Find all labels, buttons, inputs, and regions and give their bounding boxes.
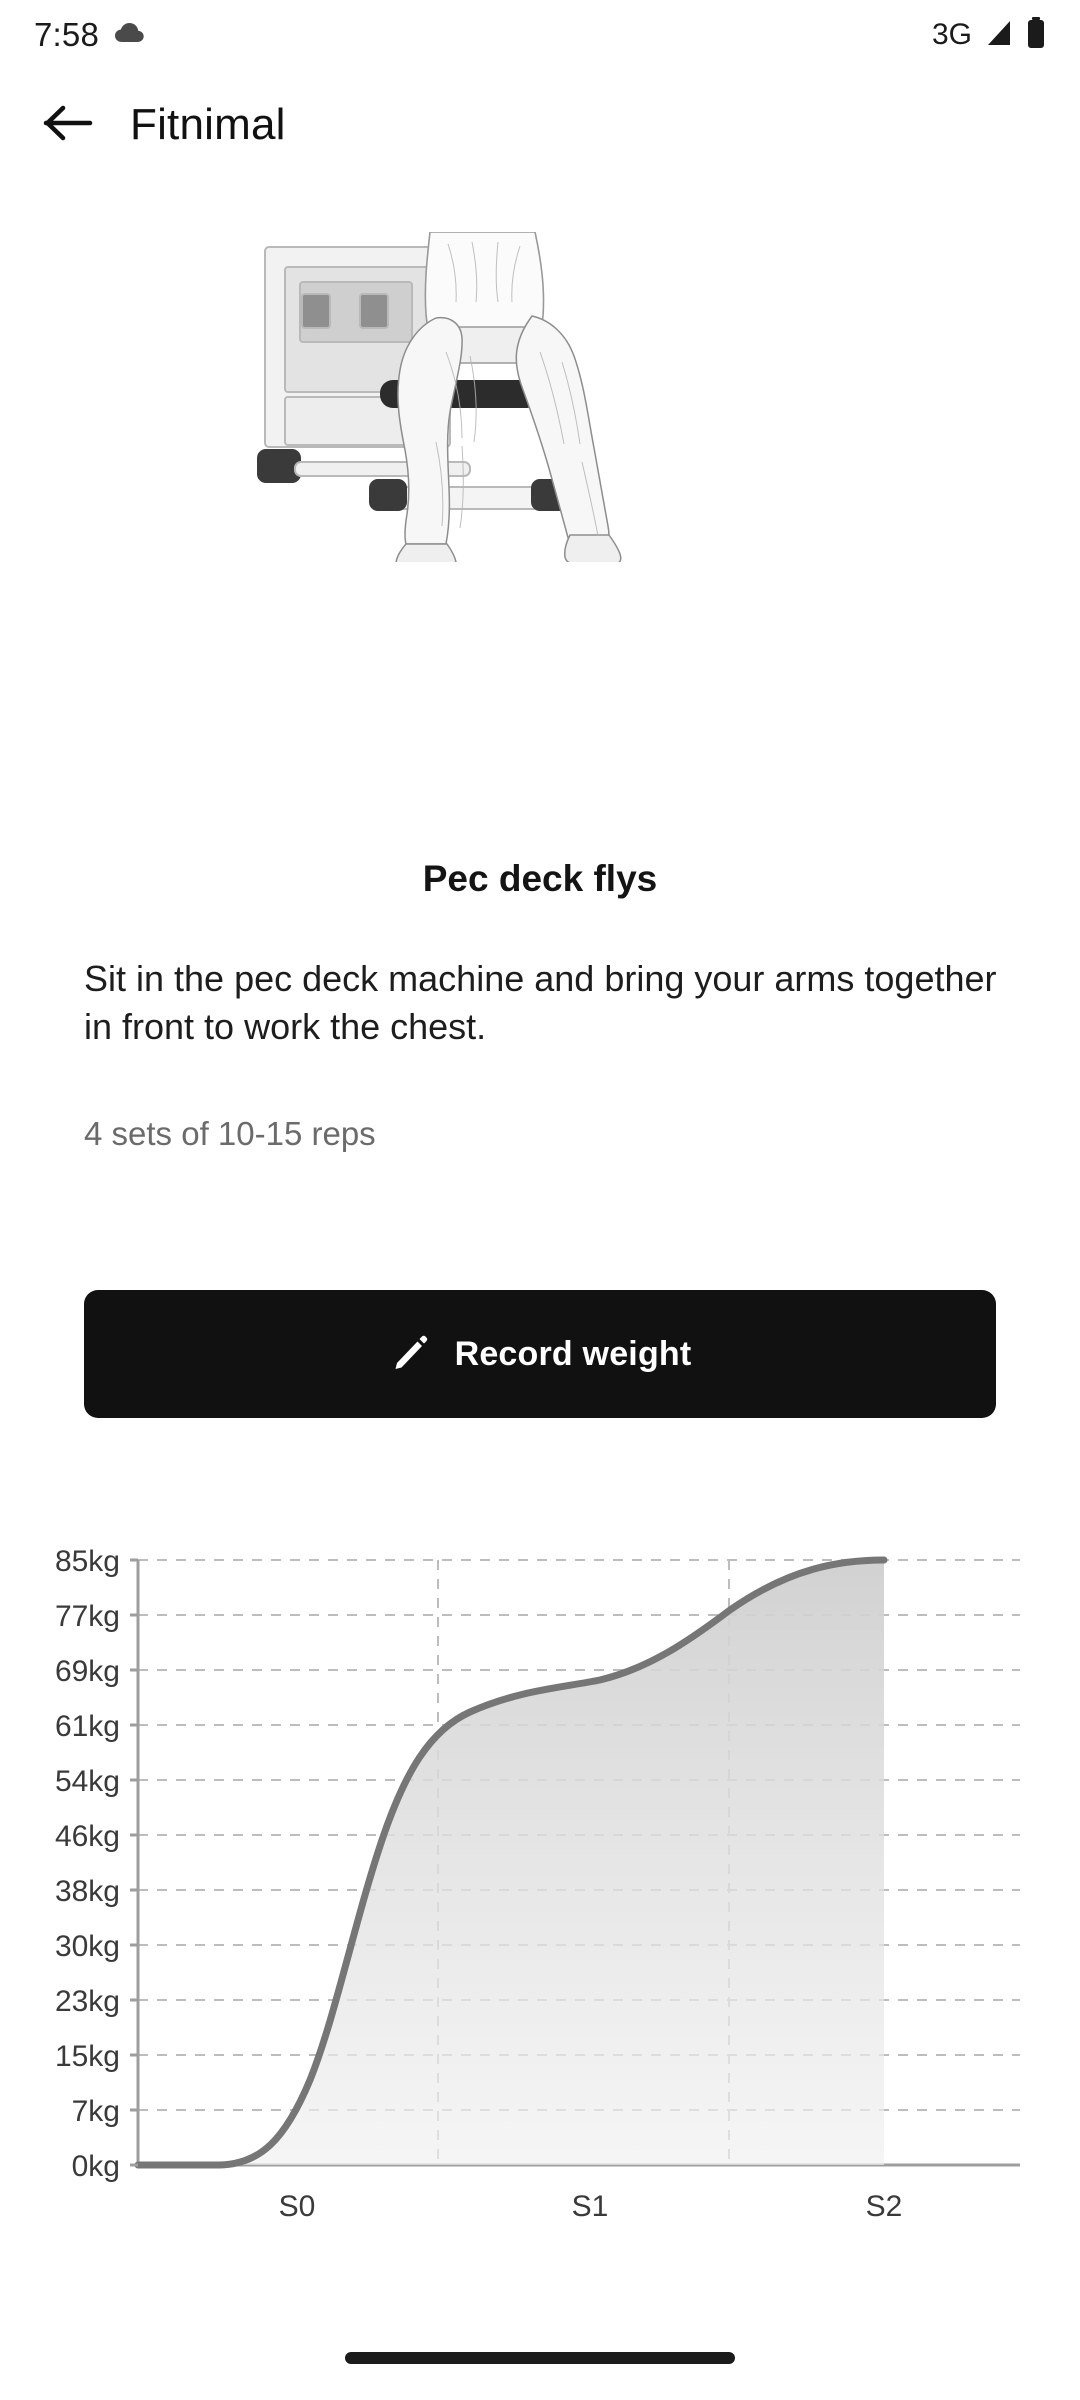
- cloud-icon: [113, 21, 147, 50]
- chart-y-label: 54kg: [54, 1765, 120, 1798]
- record-weight-button[interactable]: [84, 1290, 996, 1418]
- chart-x-label: S2: [865, 2190, 903, 2223]
- exercise-description: Sit in the pec deck machine and bring your arms together in front to work the chest.: [84, 958, 997, 1047]
- chart-y-label: 46kg: [54, 1820, 120, 1853]
- pencil-icon: [389, 1331, 431, 1378]
- exercise-illustration: [0, 232, 1080, 572]
- chart-x-label: S1: [571, 2190, 609, 2223]
- chart-svg: [0, 1540, 1080, 2240]
- chart-y-label: 38kg: [54, 1875, 120, 1908]
- chart-y-label: 0kg: [71, 2150, 120, 2183]
- chart-y-label: 15kg: [54, 2040, 120, 2073]
- pec-deck-machine-illustration: [240, 232, 840, 562]
- chart-y-label: 23kg: [54, 1985, 120, 2018]
- exercise-sets-reps: 4 sets of 10-15 reps: [84, 1115, 376, 1152]
- signal-icon: [984, 18, 1014, 53]
- chart-x-tick-labels: [279, 2190, 903, 2223]
- status-bar-left: [34, 16, 147, 54]
- status-bar-right: [932, 17, 1046, 54]
- chart-y-label: 7kg: [71, 2095, 120, 2128]
- chart-area-fill: [138, 1560, 884, 2165]
- page-title: Fitnimal: [130, 100, 286, 149]
- status-bar: [0, 0, 1080, 70]
- back-button[interactable]: [40, 97, 96, 153]
- chart-y-label: 85kg: [54, 1545, 120, 1578]
- record-weight-label: Record weight: [454, 1334, 692, 1373]
- chart-y-label: 61kg: [54, 1710, 120, 1743]
- battery-icon: [1026, 17, 1046, 54]
- chart-y-label: 30kg: [54, 1930, 120, 1963]
- weight-progress-chart[interactable]: [0, 1540, 1080, 2240]
- arrow-left-icon: [42, 102, 94, 149]
- chart-y-tick-labels: [55, 1545, 120, 2183]
- chart-x-label: S0: [278, 2190, 316, 2223]
- exercise-name: Pec deck flys: [422, 858, 658, 899]
- chart-y-label: 77kg: [54, 1600, 120, 1633]
- status-time: 7:58: [34, 16, 100, 53]
- network-type-label: 3G: [931, 18, 972, 51]
- app-bar: [0, 70, 1080, 180]
- chart-y-label: 69kg: [54, 1655, 120, 1688]
- home-gesture-handle[interactable]: [345, 2352, 735, 2364]
